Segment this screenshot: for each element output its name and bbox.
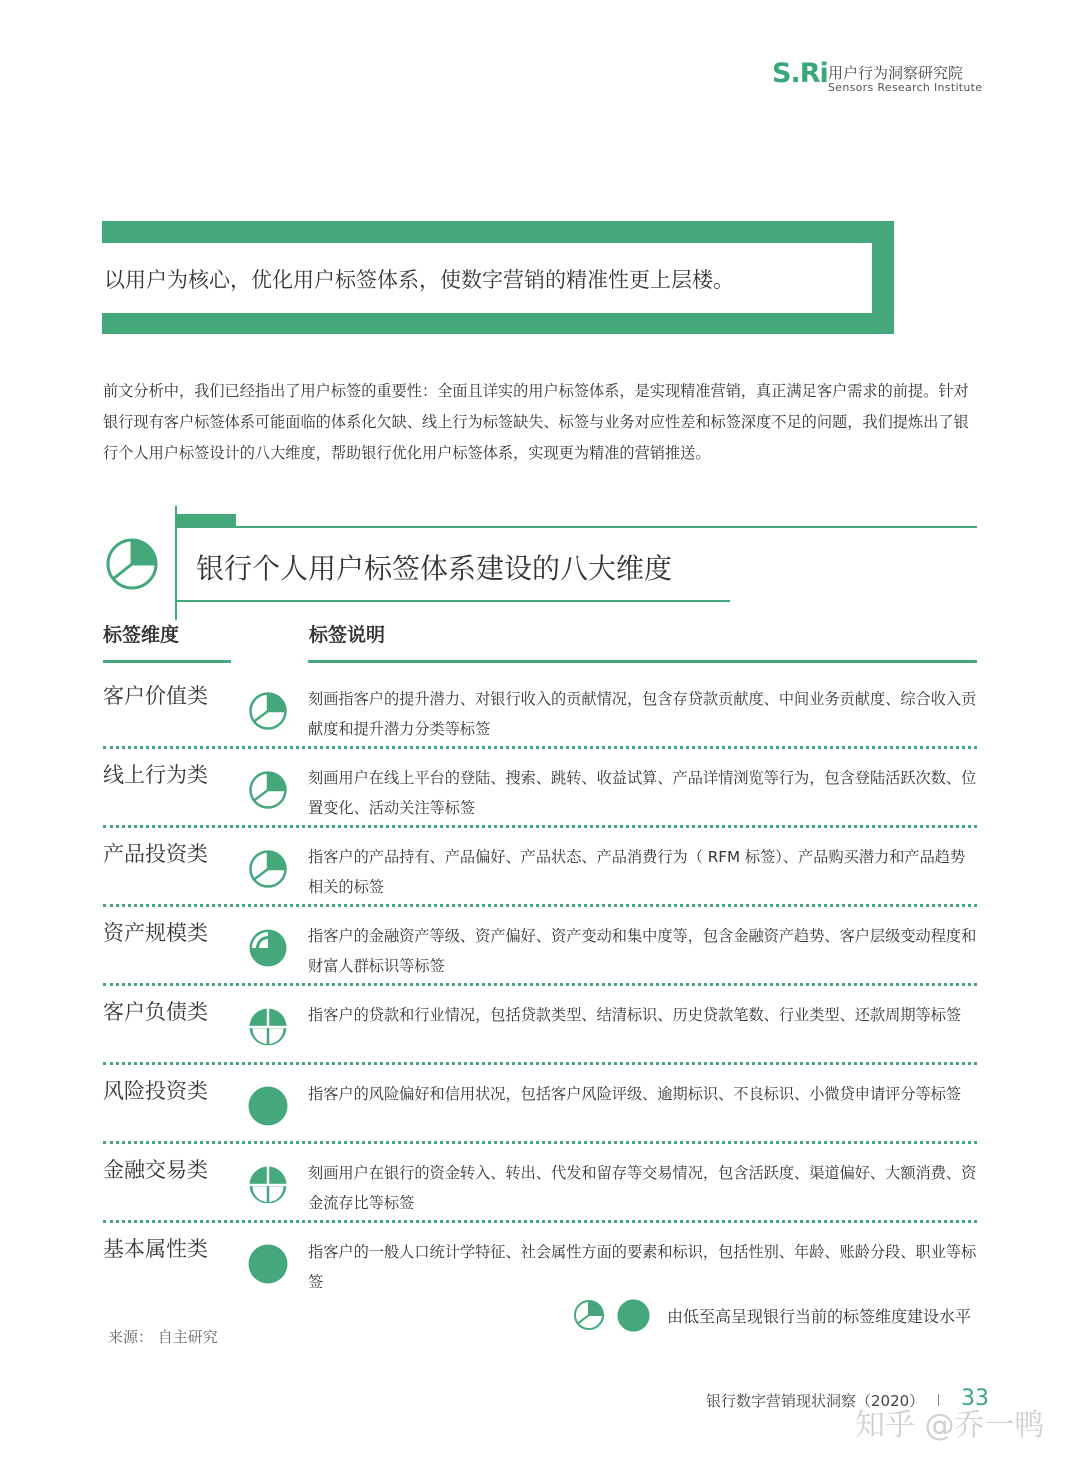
table-row — [103, 986, 977, 1065]
section-tab-accent — [177, 514, 236, 526]
row-description: 指客户的贷款和行业情况，包括贷款类型、结清标识、历史贷款笔数、行业类型、还款周期等标签 — [308, 1006, 962, 1024]
table-row — [103, 907, 977, 986]
legend-low-level-icon — [573, 1299, 605, 1331]
page-number: 33 — [961, 1386, 989, 1411]
level-pie-icon — [248, 849, 288, 889]
row-dimension: 产品投资类 — [103, 842, 208, 866]
source-note: 来源： 自主研究 — [108, 1328, 218, 1346]
callout-bottom-bar — [102, 313, 894, 334]
row-description: 刻画指客户的提升潜力、对银行收入的贡献情况，包含存贷款贡献度、中间业务贡献度、综合收入贡献度和提升潜力分类等标签 — [308, 690, 977, 738]
level-pie-icon — [248, 770, 288, 810]
table-row — [103, 1223, 977, 1302]
table-header-rule-right — [308, 660, 977, 663]
row-dimension: 风险投资类 — [103, 1079, 208, 1103]
row-description: 刻画用户在线上平台的登陆、搜索、跳转、收益试算、产品详情浏览等行为，包含登陆活跃次数、位置变化、活动关注等标签 — [308, 769, 977, 817]
table-row — [103, 1065, 977, 1144]
intro-paragraph: 前文分析中，我们已经指出了用户标签的重要性：全面且详实的用户标签体系，是实现精准营销，真正满足客户需求的前提。针对银行现有客户标签体系可能面临的体系化欠缺、线上行为标签缺失、标签与业务对应性差和标签深度不足的问题，我们提炼出了银行个人用户标签设计的八大维度，帮助银行优化用户标签体系，实现更为精准的营销推送。 — [103, 382, 969, 462]
level-pie-icon — [248, 1244, 288, 1284]
logo-mark: S.Ri — [772, 58, 828, 89]
table-header-dimension: 标签维度 — [103, 624, 180, 646]
row-description: 指客户的金融资产等级、资产偏好、资产变动和集中度等，包含金融资产趋势、客户层级变动程度和财富人群标识等标签 — [308, 927, 977, 975]
table-header-rule-left — [103, 660, 231, 663]
institute-name-cn: 用户行为洞察研究院 — [828, 64, 964, 82]
row-dimension: 金融交易类 — [103, 1158, 208, 1182]
watermark: 知乎 @乔一鸭 — [855, 1408, 1045, 1443]
table-row — [103, 749, 977, 828]
table-row — [103, 670, 977, 749]
legend-high-level-icon — [617, 1299, 650, 1332]
table-header-description: 标签说明 — [309, 624, 386, 646]
table-row — [103, 1144, 977, 1223]
institute-logo — [772, 60, 992, 96]
row-description: 指客户的一般人口统计学特征、社会属性方面的要素和标识，包括性别、年龄、账龄分段、职业等标签 — [308, 1243, 977, 1291]
table-row — [103, 828, 977, 907]
legend-text: 由低至高呈现银行当前的标签维度建设水平 — [667, 1307, 972, 1326]
level-pie-icon — [248, 1086, 288, 1126]
level-pie-icon — [248, 1165, 288, 1205]
pie-chart-icon — [105, 537, 159, 591]
institute-name-en: Sensors Research Institute — [828, 81, 983, 94]
row-dimension: 基本属性类 — [103, 1237, 208, 1261]
row-description: 指客户的产品持有、产品偏好、产品状态、产品消费行为（ RFM 标签）、产品购买潜力和产品趋势相关的标签 — [308, 848, 966, 896]
row-description: 指客户的风险偏好和信用状况，包括客户风险评级、逾期标识、不良标识、小微贷申请评分等标签 — [308, 1085, 962, 1103]
callout-top-bar — [102, 221, 894, 243]
row-description: 刻画用户在银行的资金转入、转出、代发和留存等交易情况，包含活跃度、渠道偏好、大额消费、资金流存比等标签 — [308, 1164, 977, 1212]
row-dimension: 线上行为类 — [103, 763, 208, 787]
level-pie-icon — [248, 1007, 288, 1047]
row-dimension: 资产规模类 — [103, 921, 208, 945]
level-pie-icon — [248, 928, 288, 968]
section-top-rule — [177, 526, 977, 528]
row-dimension: 客户价值类 — [103, 684, 208, 708]
row-dimension: 客户负债类 — [103, 1000, 208, 1024]
level-pie-icon — [248, 691, 288, 731]
section-title: 银行个人用户标签体系建设的八大维度 — [196, 552, 673, 585]
footer-report-title: 银行数字营销现状洞察（2020） — [706, 1392, 925, 1410]
callout-text: 以用户为核心，优化用户标签体系，使数字营销的精准性更上层楼。 — [104, 268, 734, 292]
section-bottom-rule — [175, 600, 730, 602]
